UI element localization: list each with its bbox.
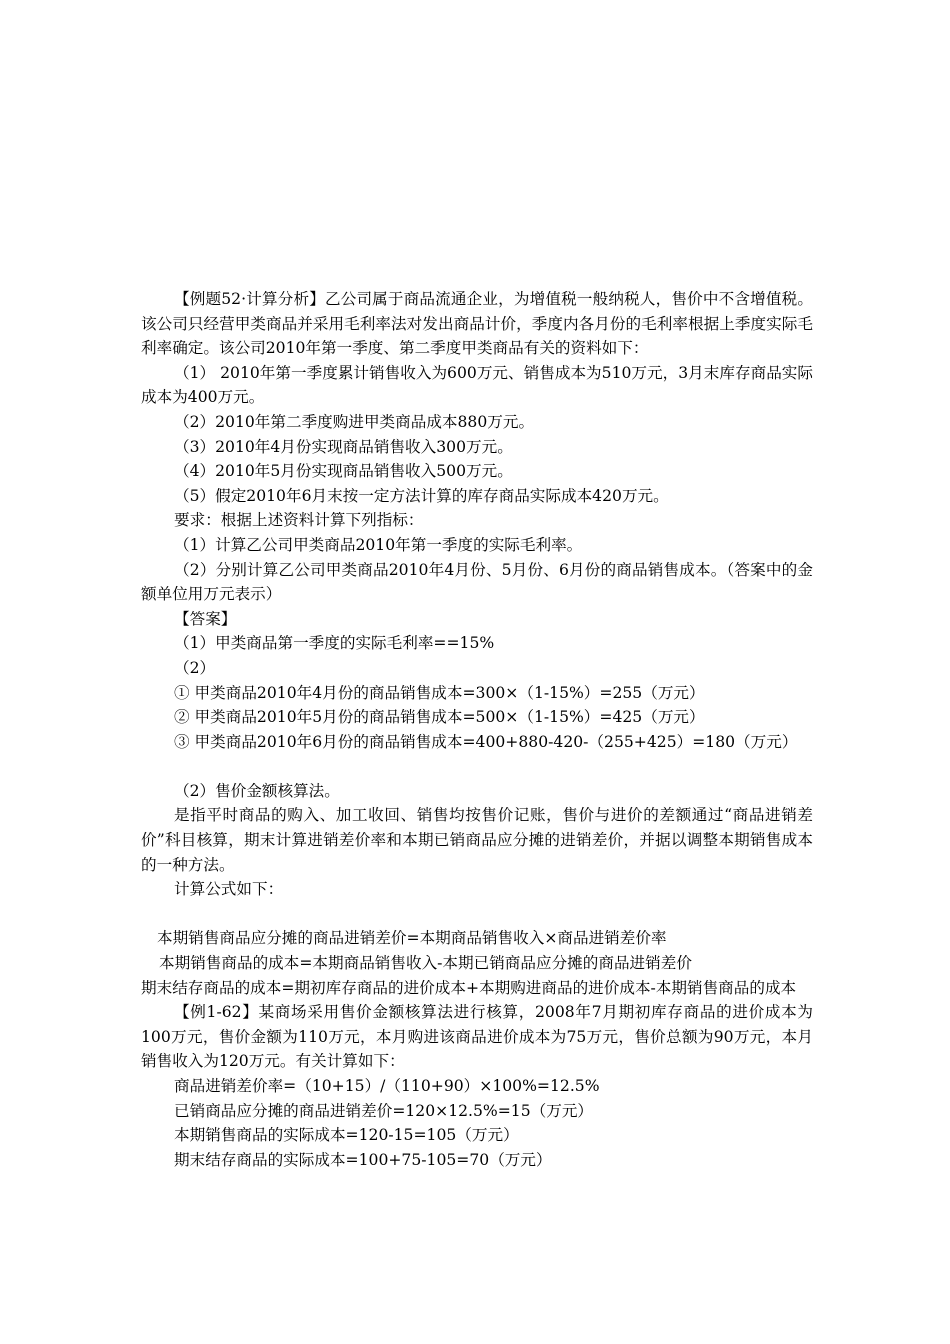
answer-1: （1）甲类商品第一季度的实际毛利率==15% [174,634,495,653]
calculation-4: 期末结存商品的实际成本=100+75-105=70（万元） [174,1150,552,1169]
example-52-intro: 【例题52·计算分析】乙公司属于商品流通企业，为增值税一般纳税人，售价中不含增值税。该公司只经营甲类商品并采用毛利率法对发出商品计价，季度内各月份的毛利率根据上季度实际毛利率确定。该公司2010年第一季度、第二季度甲类商品有关的资料如下： [141,290,813,358]
retail-method-definition: 是指平时商品的购入、加工收回、销售均按售价记账，售价与进价的差额通过“商品进销差价”科目核算，期末计算进销差价率和本期已销商品应分摊的进销差价，并据以调整本期销售成本的一种方法。 [141,806,813,874]
blank-line [141,754,813,779]
formula-3: 期末结存商品的成本=期初库存商品的进价成本+本期购进商品的进价成本-本期销售商品的成本 [141,978,797,997]
formula-1: 本期销售商品应分摊的商品进销差价=本期商品销售收入×商品进销差价率 [157,929,667,948]
requirement-2: （2）分别计算乙公司甲类商品2010年4月份、5月份、6月份的商品销售成本。（答案中的金额单位用万元表示） [141,560,813,604]
answer-2-heading: （2） [174,658,216,677]
data-item-5: （5）假定2010年6月末按一定方法计算的库存商品实际成本420万元。 [174,486,669,505]
requirement-title: 要求：根据上述资料计算下列指标： [174,511,424,530]
example-1-62: 【例1-62】某商场采用售价金额核算法进行核算，2008年7月期初库存商品的进价成本为100万元，售价金额为110万元，本月购进该商品进价成本为75万元，售价总额为90万元，本月销售收入为120万元。有关计算如下： [141,1003,813,1071]
calculation-1: 商品进销差价率=（10+15）/（110+90）×100%=12.5% [174,1077,600,1095]
answer-2-april: ① 甲类商品2010年4月份的商品销售成本=300×（1-15%）=255（万元） [174,683,705,702]
formula-2: 本期销售商品的成本=本期商品销售收入-本期已销商品应分摊的商品进销差价 [159,954,692,973]
answer-2-june: ③ 甲类商品2010年6月份的商品销售成本=400+880-420-（255+425）=180（万元） [174,732,798,751]
data-item-3: （3）2010年4月份实现商品销售收入300万元。 [174,437,513,456]
answer-title: 【答案】 [174,609,237,628]
requirement-1: （1）计算乙公司甲类商品2010年第一季度的实际毛利率。 [174,535,583,554]
calculation-2: 已销商品应分摊的商品进销差价=120×12.5%=15（万元） [174,1101,594,1120]
retail-method-heading: （2）售价金额核算法。 [174,781,340,800]
calculation-3: 本期销售商品的实际成本=120-15=105（万元） [174,1126,519,1145]
answer-2-may: ② 甲类商品2010年5月份的商品销售成本=500×（1-15%）=425（万元） [174,708,705,727]
data-item-1: （1） 2010年第一季度累计销售收入为600万元、销售成本为510万元，3月末库存商品实际成本为400万元。 [141,363,813,407]
blank-line [141,902,813,927]
document-body [141,287,813,1172]
data-item-4: （4）2010年5月份实现商品销售收入500万元。 [174,462,513,481]
formula-title: 计算公式如下： [174,880,284,899]
data-item-2: （2）2010年第二季度购进甲类商品成本880万元。 [174,412,535,431]
